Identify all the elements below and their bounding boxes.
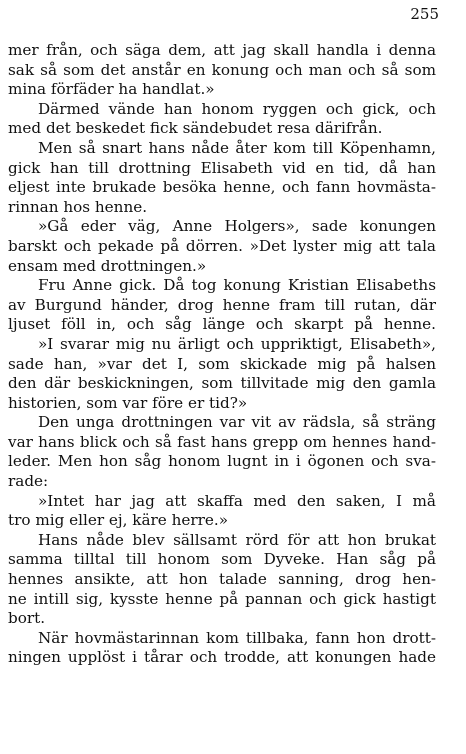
text-line: mina förfäder ha handlat.» — [8, 80, 215, 99]
text-line: Hans nåde blev sällsamt rörd för att hon brukat — [38, 530, 436, 549]
text-line: sade han, »var det I, som skickade mig på halsen — [8, 354, 436, 373]
text-line: »Intet har jag att skaffa med den saken, I må — [38, 491, 436, 510]
text-line: Men så snart hans nåde åter kom till Köpenhamn, — [38, 138, 436, 157]
text-line: barskt och pekade på dörren. »Det lyster mig att tala — [8, 236, 436, 255]
text-line: Fru Anne gick. Då tog konung Kristian Elisabeths — [38, 276, 436, 295]
text-line: ne intill sig, kysste henne på pannan och gick hastigt — [8, 589, 436, 608]
text-line: hennes ansikte, att hon talade sanning, drog hen- — [8, 570, 436, 589]
text-line: den där beskickningen, som tillvitade mig den gamla — [8, 374, 436, 393]
text-line: mer från, och säga dem, att jag skall handla i denna — [8, 41, 436, 59]
text-line: ljuset föll in, och såg länge och skarpt på henne. — [8, 315, 436, 334]
text-line: Därmed vände han honom ryggen och gick, och — [38, 99, 436, 118]
text-line: sak så som det anstår en konung och man och så som — [8, 60, 436, 79]
text-line: ensam med drottningen.» — [8, 256, 207, 275]
text-line: När hovmästarinnan kom tillbaka, fann hon drott- — [38, 628, 436, 647]
text-line: ningen upplöst i tårar och trodde, att konungen hade — [8, 648, 436, 667]
text-line: av Burgund händer, drog henne fram till rutan, där — [8, 295, 436, 314]
text-line: »Gå eder väg, Anne Holgers», sade konungen — [38, 217, 436, 236]
body-text — [8, 41, 436, 668]
text-line: gick han till drottning Elisabeth vid en tid, då han — [8, 158, 436, 177]
text-line: eljest inte brukade besöka henne, och fann hovmästa- — [8, 178, 436, 197]
text-line: »I svarar mig nu ärligt och uppriktigt, Elisabeth», — [38, 334, 436, 353]
text-line: bort. — [8, 609, 46, 628]
text-line: leder. Men hon såg honom lugnt in i ögonen och sva- — [8, 452, 436, 471]
text-line: rinnan hos henne. — [8, 197, 148, 216]
text-line: med det beskedet fick sändebudet resa därifrån. — [8, 119, 383, 138]
text-line: var hans blick och så fast hans grepp om hennes hand- — [8, 432, 436, 451]
text-line: samma tilltal till honom som Dyveke. Han såg på — [8, 550, 436, 569]
text-line: historien, som var före er tid?» — [8, 393, 248, 412]
page-number: 255 — [410, 5, 439, 23]
text-line: tro mig eller ej, käre herre.» — [8, 511, 229, 530]
text-line: Den unga drottningen var vit av rädsla, så sträng — [38, 413, 436, 432]
text-line: rade: — [8, 472, 49, 491]
